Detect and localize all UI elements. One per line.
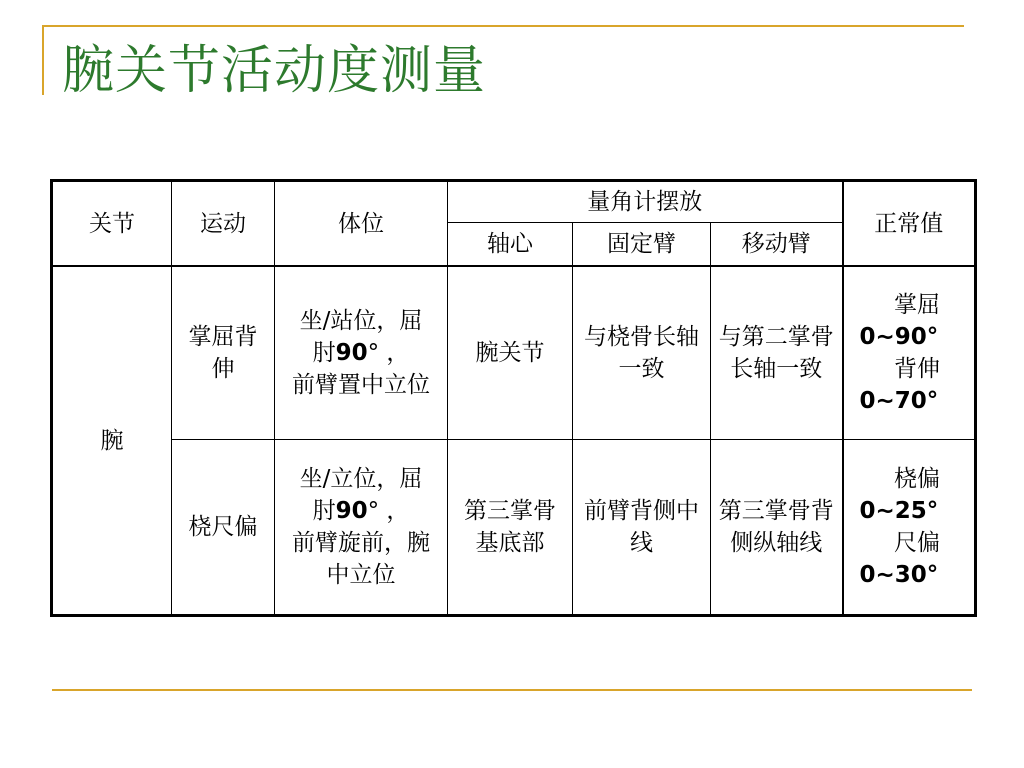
- table-row: [52, 439, 976, 615]
- motion-cell: 掌屈背伸: [172, 266, 275, 439]
- top-divider: [42, 25, 964, 27]
- bottom-divider: [52, 689, 972, 691]
- axis-cell: 第三掌骨基底部: [448, 439, 573, 615]
- header-moving-arm: 移动臂: [711, 223, 843, 267]
- header-goniometer-placement: 量角计摆放: [448, 181, 843, 223]
- position-line-2: [281, 337, 441, 369]
- moving-arm-cell: 第三掌骨背侧纵轴线: [711, 439, 843, 615]
- position-line-1: 坐/立位，屈: [299, 465, 423, 492]
- header-axis: 轴心: [448, 223, 573, 267]
- normal-value-label-1: 桡偏: [894, 465, 941, 492]
- fixed-arm-cell: 前臂背侧中线: [573, 439, 711, 615]
- position-line-1: 坐/站位，屈: [299, 307, 423, 334]
- axis-cell: 腕关节: [448, 266, 573, 439]
- position-degree-comma: ° ，: [367, 497, 410, 524]
- header-joint: 关节: [52, 181, 172, 267]
- header-position: 体位: [275, 181, 448, 267]
- position-cell: [275, 266, 448, 439]
- normal-value-label-1: 掌屈: [894, 291, 941, 318]
- position-line-3: 前臂旋前，腕中立位: [292, 529, 430, 588]
- normal-value-label-2: 背伸: [894, 355, 941, 382]
- header-row-1: [52, 181, 976, 223]
- table-row: [52, 266, 976, 439]
- joint-cell: 腕: [52, 266, 172, 615]
- fixed-arm-cell: 与桡骨长轴一致: [573, 266, 711, 439]
- normal-value-range-2: 0~30°: [859, 561, 939, 588]
- position-angle: 90: [335, 339, 368, 366]
- normal-value-cell: [843, 266, 976, 439]
- normal-value-range-1: 0~90°: [859, 323, 939, 350]
- position-line-3: 前臂置中立位: [292, 371, 430, 398]
- position-line-2: [281, 495, 441, 527]
- normal-value-range-2: 0~70°: [859, 387, 939, 414]
- position-elbow-text: 肘: [312, 339, 336, 366]
- header-normal-value: 正常值: [843, 181, 976, 267]
- normal-value-range-1: 0~25°: [859, 497, 939, 524]
- position-angle: 90: [335, 497, 368, 524]
- header-motion: 运动: [172, 181, 275, 267]
- motion-cell: 桡尺偏: [172, 439, 275, 615]
- position-cell: [275, 439, 448, 615]
- moving-arm-cell: 与第二掌骨长轴一致: [711, 266, 843, 439]
- range-of-motion-table: [50, 179, 977, 617]
- normal-value-label-2: 尺偏: [894, 529, 941, 556]
- left-accent-bar: [42, 25, 44, 95]
- page-title: 腕关节活动度测量: [62, 41, 487, 101]
- position-degree-comma: ° ，: [367, 339, 410, 366]
- header-fixed-arm: 固定臂: [573, 223, 711, 267]
- normal-value-cell: [843, 439, 976, 615]
- position-elbow-text: 肘: [312, 497, 336, 524]
